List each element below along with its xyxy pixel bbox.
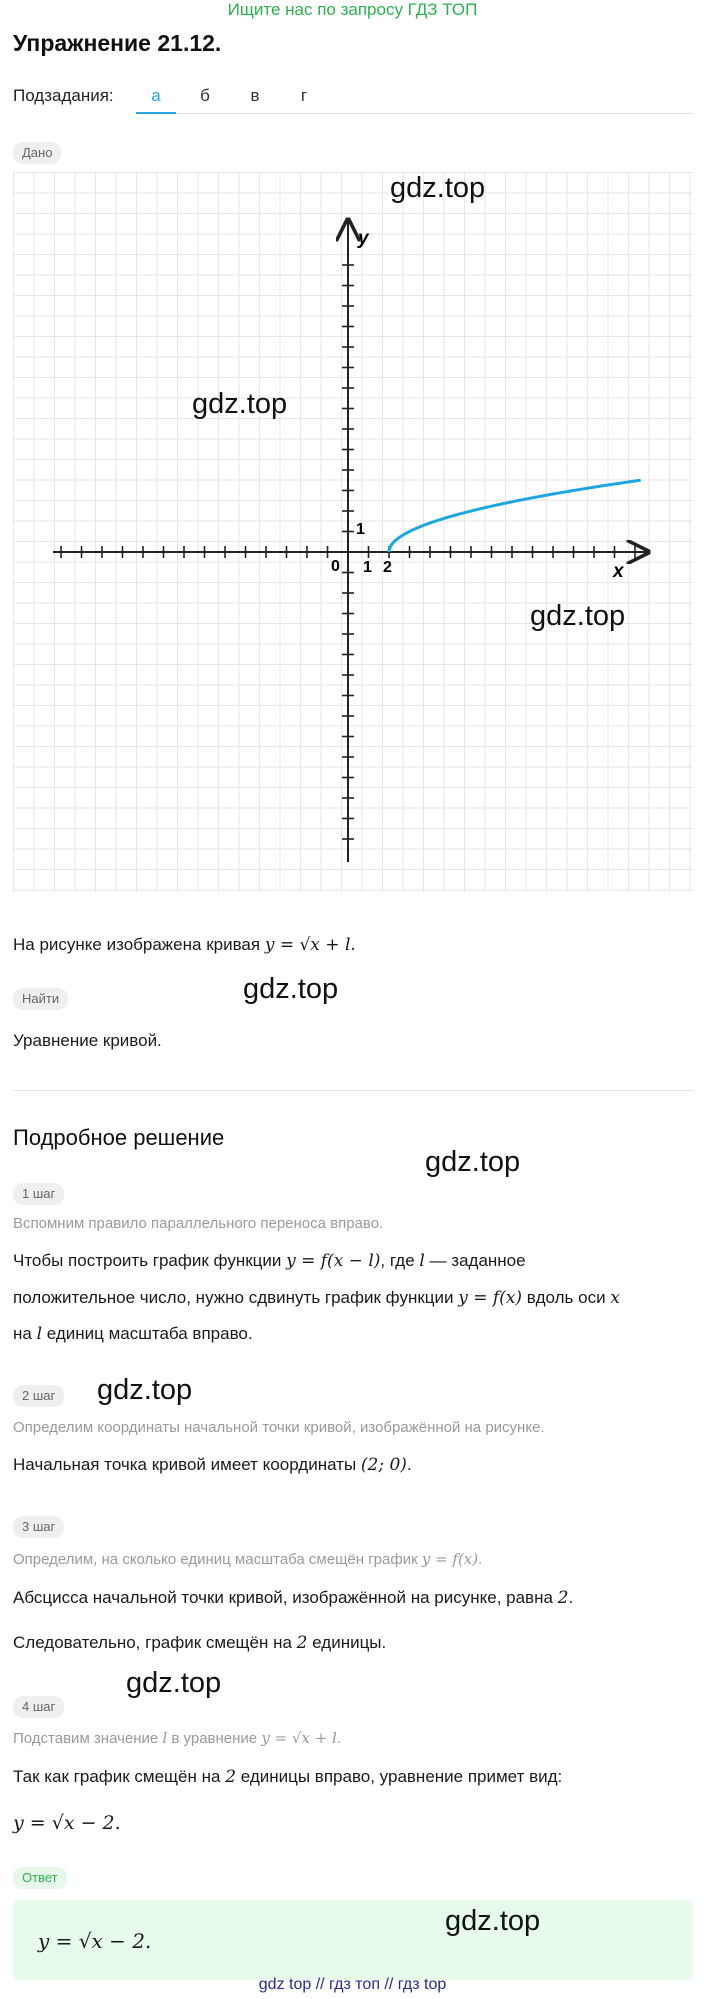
step4-text: Так как график смещён на 2 единицы вправо, уравнение примет вид:	[13, 1767, 563, 1787]
y-axis-label: y	[358, 228, 369, 249]
watermark: gdz.top	[530, 600, 626, 632]
step2-hint: Определим координаты начальной точки кривой, изображённой на рисунке.	[13, 1419, 545, 1436]
step1-line1: Чтобы построить график функции y = f(x − l), где l — заданное	[13, 1251, 526, 1271]
tab-b[interactable]: б	[200, 86, 210, 105]
section-divider	[13, 1090, 693, 1091]
graph-area	[13, 172, 693, 892]
sqrt-curve	[389, 480, 641, 552]
origin-label: 0	[331, 558, 340, 575]
watermark: gdz.top	[192, 388, 288, 420]
watermark: gdz.top	[97, 1374, 193, 1406]
x-tick-label-2: 2	[383, 559, 392, 576]
given-formula: y = √x + l.	[264, 935, 356, 955]
solution-title: Подробное решение	[13, 1125, 225, 1150]
y-tick-label-1: 1	[356, 521, 365, 538]
step1-line3: на l единиц масштаба вправо.	[13, 1324, 253, 1344]
find-text: Уравнение кривой.	[13, 1031, 162, 1050]
step3-text1: Абсцисса начальной точки кривой, изображённой на рисунке, равна 2.	[13, 1588, 574, 1608]
watermark: gdz.top	[445, 1905, 541, 1937]
subtasks-label: Подзадания:	[13, 86, 114, 105]
step1-line2: положительное число, нужно сдвинуть график функции y = f(x) вдоль оси x	[13, 1288, 620, 1308]
find-chip: Найти	[13, 988, 68, 1010]
answer-formula: y = √x − 2.	[38, 1929, 152, 1953]
step1-hint: Вспомним правило параллельного переноса вправо.	[13, 1215, 384, 1232]
step3-hint: Определим, на сколько единиц масштаба смещён график y = f(x).	[13, 1550, 483, 1568]
tabs-divider	[136, 113, 694, 114]
step2-chip: 2 шаг	[13, 1385, 64, 1407]
step2-text: Начальная точка кривой имеет координаты (2; 0).	[13, 1455, 412, 1475]
step4-hint: Подставим значение l в уравнение y = √x + l.	[13, 1729, 341, 1747]
step1-chip: 1 шаг	[13, 1183, 64, 1205]
step4-result: y = √x − 2.	[13, 1812, 121, 1834]
step3-chip: 3 шаг	[13, 1516, 64, 1538]
footer-links[interactable]: gdz top // гдз топ // гдз top	[258, 1976, 447, 1993]
active-tab-indicator	[136, 112, 176, 114]
step4-chip: 4 шаг	[13, 1696, 64, 1718]
function-graph	[13, 172, 693, 892]
answer-chip: Ответ	[13, 1867, 67, 1889]
page-title: Упражнение 21.12.	[13, 30, 222, 56]
watermark: gdz.top	[390, 172, 486, 204]
given-description: На рисунке изображена кривая y = √x + l.	[13, 935, 356, 955]
tab-a[interactable]: а	[151, 86, 161, 105]
watermark: gdz.top	[425, 1146, 521, 1178]
given-chip: Дано	[13, 142, 61, 164]
tab-g[interactable]: г	[300, 86, 308, 105]
tab-v[interactable]: в	[250, 86, 260, 105]
step3-text2: Следовательно, график смещён на 2 единицы.	[13, 1633, 387, 1653]
search-banner: Ищите нас по запросу ГДЗ ТОП	[227, 0, 478, 19]
x-tick-label-1: 1	[363, 559, 372, 576]
watermark: gdz.top	[243, 973, 339, 1005]
watermark: gdz.top	[126, 1667, 222, 1699]
x-axis-label: x	[613, 561, 624, 582]
